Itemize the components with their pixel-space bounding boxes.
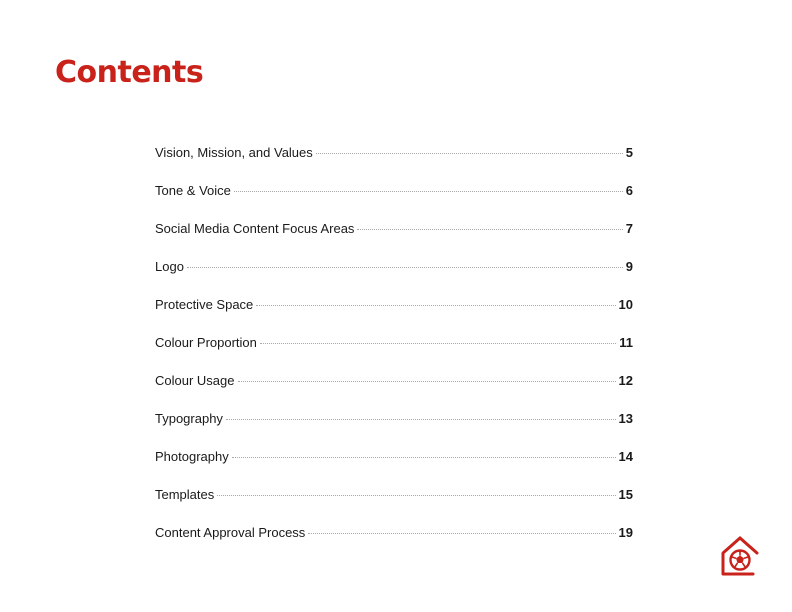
toc-entry[interactable] — [155, 449, 633, 487]
toc-entry[interactable] — [155, 221, 633, 259]
house-soccer-ball-logo-icon — [720, 535, 760, 577]
toc-leader-dots — [357, 229, 622, 230]
toc-entry-page: 14 — [618, 449, 633, 464]
toc-entry-label: Logo — [155, 259, 184, 274]
toc-entry-page: 6 — [625, 183, 633, 198]
toc-entry-page: 19 — [618, 525, 633, 540]
toc-entry-page: 10 — [618, 297, 633, 312]
toc-entry-page: 13 — [618, 411, 633, 426]
toc-entry-label: Colour Proportion — [155, 335, 257, 350]
toc-leader-dots — [256, 305, 615, 306]
toc-entry-label: Templates — [155, 487, 215, 502]
toc-entry-label: Colour Usage — [155, 373, 235, 388]
toc-entry-page: 5 — [625, 145, 633, 160]
table-of-contents — [155, 145, 633, 563]
toc-entry-label: Typography — [155, 411, 223, 426]
toc-leader-dots — [316, 153, 623, 154]
toc-entry[interactable] — [155, 183, 633, 221]
toc-entry[interactable] — [155, 411, 633, 449]
toc-entry-label: Photography — [155, 449, 229, 464]
page-title: Contents — [55, 55, 204, 90]
toc-entry[interactable] — [155, 297, 633, 335]
toc-entry-label: Protective Space — [155, 297, 254, 312]
toc-entry[interactable] — [155, 373, 633, 411]
toc-entry-page: 15 — [618, 487, 633, 502]
toc-leader-dots — [217, 495, 615, 496]
toc-entry-label: Social Media Content Focus Areas — [155, 221, 355, 236]
toc-entry[interactable] — [155, 145, 633, 183]
toc-entry-page: 12 — [618, 373, 633, 388]
toc-leader-dots — [232, 457, 616, 458]
toc-entry-page: 7 — [625, 221, 633, 236]
toc-entry[interactable] — [155, 525, 633, 563]
toc-entry-page: 11 — [619, 335, 633, 350]
toc-leader-dots — [187, 267, 623, 268]
toc-entry-label: Vision, Mission, and Values — [155, 145, 313, 160]
toc-entry[interactable] — [155, 487, 633, 525]
toc-leader-dots — [234, 191, 623, 192]
toc-entry-page: 9 — [625, 259, 633, 274]
toc-leader-dots — [260, 343, 616, 344]
toc-entry[interactable] — [155, 335, 633, 373]
toc-entry-label: Tone & Voice — [155, 183, 231, 198]
toc-entry-label: Content Approval Process — [155, 525, 306, 540]
toc-leader-dots — [238, 381, 616, 382]
toc-leader-dots — [226, 419, 616, 420]
toc-entry[interactable] — [155, 259, 633, 297]
toc-leader-dots — [308, 533, 615, 534]
